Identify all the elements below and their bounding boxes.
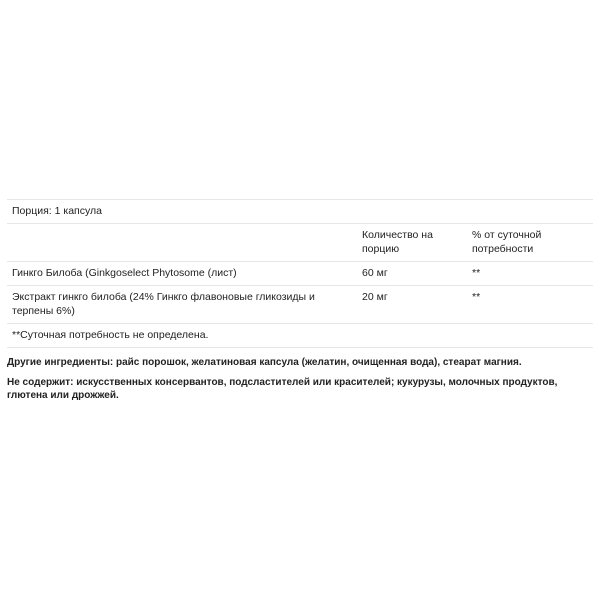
ingredient-name: Гинкго Билоба (Ginkgoselect Phytosome (лист) xyxy=(7,262,357,286)
ingredient-daily-value: ** xyxy=(467,286,593,324)
table-row xyxy=(7,286,593,324)
ingredient-daily-value: ** xyxy=(467,262,593,286)
ingredient-name: Экстракт гинкго билоба (24% Гинкго флавоновые гликозиды и терпены 6%) xyxy=(7,286,357,324)
ingredient-amount: 20 мг xyxy=(357,286,467,324)
footnote-row xyxy=(7,324,593,348)
supplement-facts xyxy=(7,199,593,409)
table-row xyxy=(7,262,593,286)
serving-size: Порция: 1 капсула xyxy=(7,200,593,224)
serving-size-row xyxy=(7,200,593,224)
daily-value-footnote: **Суточная потребность не определена. xyxy=(7,324,593,348)
does-not-contain: Не содержит: искусственных консервантов, подсластителей или красителей; кукурузы, молочных продуктов, глютена или дрожжей. xyxy=(7,377,558,401)
other-ingredients: Другие ингредиенты: райс порошок, желатиновая капсула (желатин, очищенная вода), стеарат магния. xyxy=(7,357,522,368)
ingredient-amount: 60 мг xyxy=(357,262,467,286)
header-ingredient xyxy=(7,224,357,262)
supplement-facts-table xyxy=(7,199,593,348)
header-amount: Количество на порцию xyxy=(357,224,467,262)
header-daily-value: % от суточной потребности xyxy=(467,224,593,262)
table-header-row xyxy=(7,224,593,262)
product-notes xyxy=(7,356,593,402)
